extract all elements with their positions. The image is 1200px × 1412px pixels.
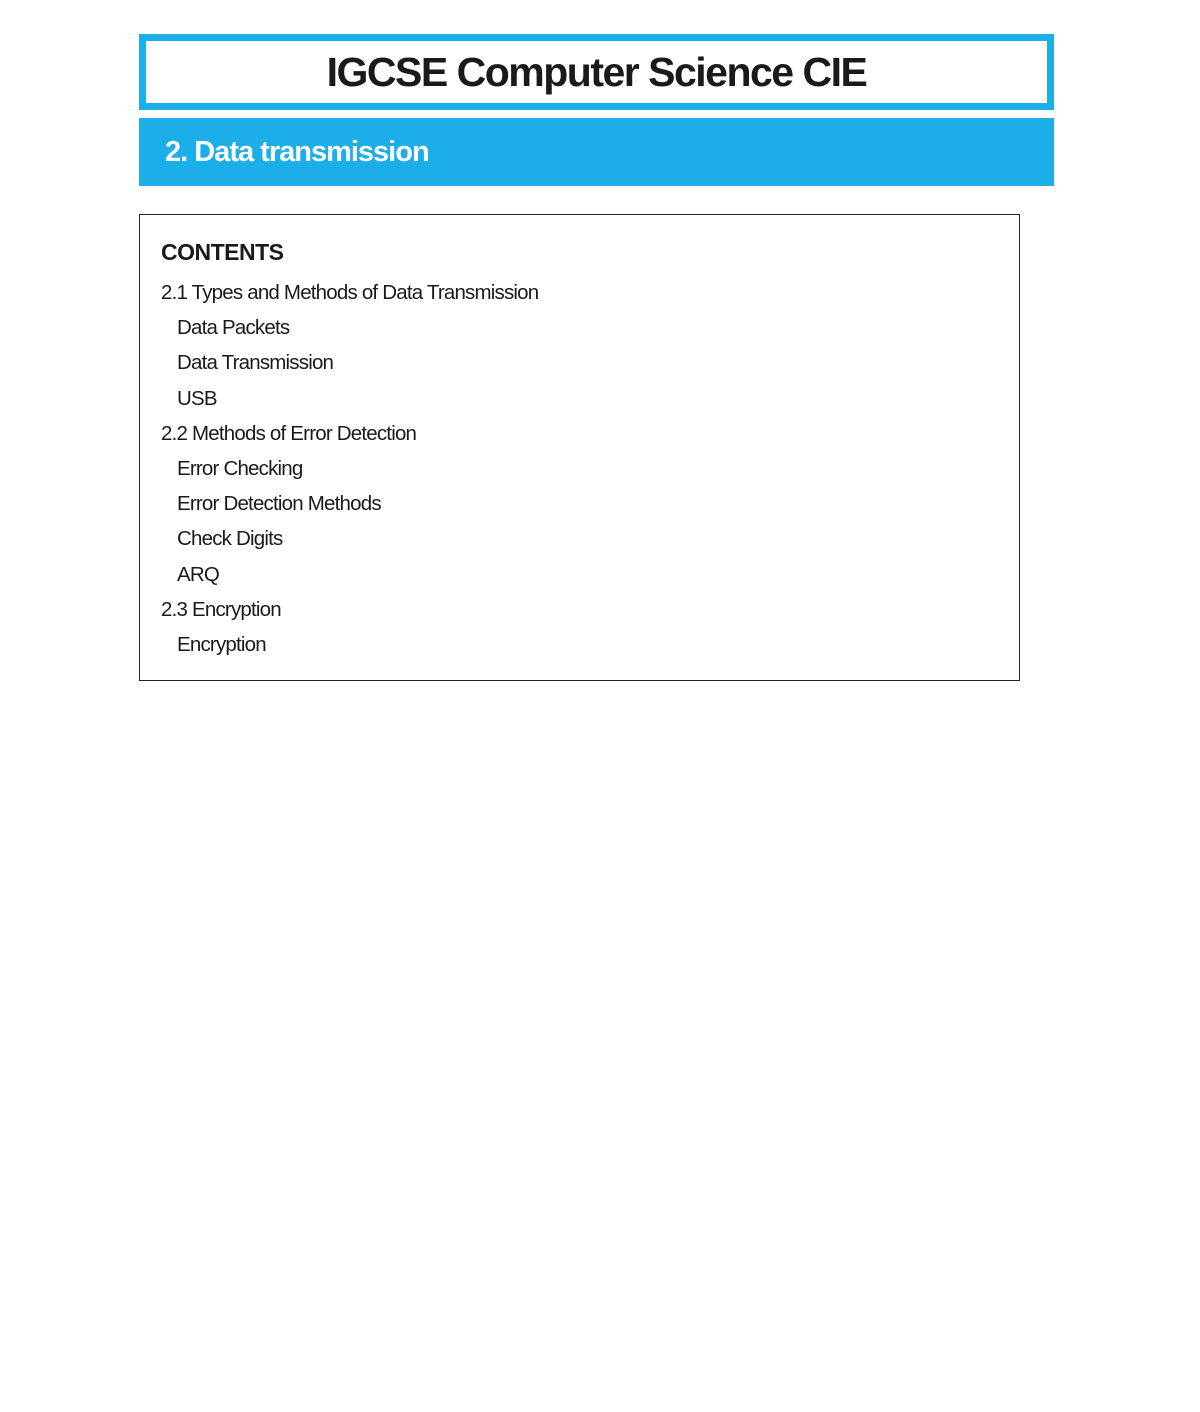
table-of-contents <box>139 214 1020 681</box>
chapter-title: 2. Data transmission <box>165 135 429 168</box>
toc-item-error-checking[interactable]: Error Checking <box>177 456 303 480</box>
toc-item-encryption[interactable]: Encryption <box>177 632 266 656</box>
toc-item-check-digits[interactable]: Check Digits <box>177 527 283 551</box>
toc-item-data-packets[interactable]: Data Packets <box>177 316 290 340</box>
toc-item-arq[interactable]: ARQ <box>177 562 220 586</box>
toc-section-2-2[interactable]: 2.2 Methods of Error Detection <box>161 421 417 445</box>
toc-list <box>161 275 1019 662</box>
contents-heading: CONTENTS <box>161 239 284 265</box>
chapter-bar <box>139 118 1054 186</box>
toc-section-2-1[interactable]: 2.1 Types and Methods of Data Transmission <box>161 281 539 304</box>
toc-section-2-3[interactable]: 2.3 Encryption <box>161 597 281 621</box>
page-title: IGCSE Computer Science CIE <box>326 48 867 95</box>
toc-item-error-detection-methods[interactable]: Error Detection Methods <box>177 492 381 516</box>
toc-item-usb[interactable]: USB <box>177 386 217 410</box>
toc-item-data-transmission[interactable]: Data Transmission <box>177 351 334 375</box>
title-banner <box>139 34 1054 110</box>
